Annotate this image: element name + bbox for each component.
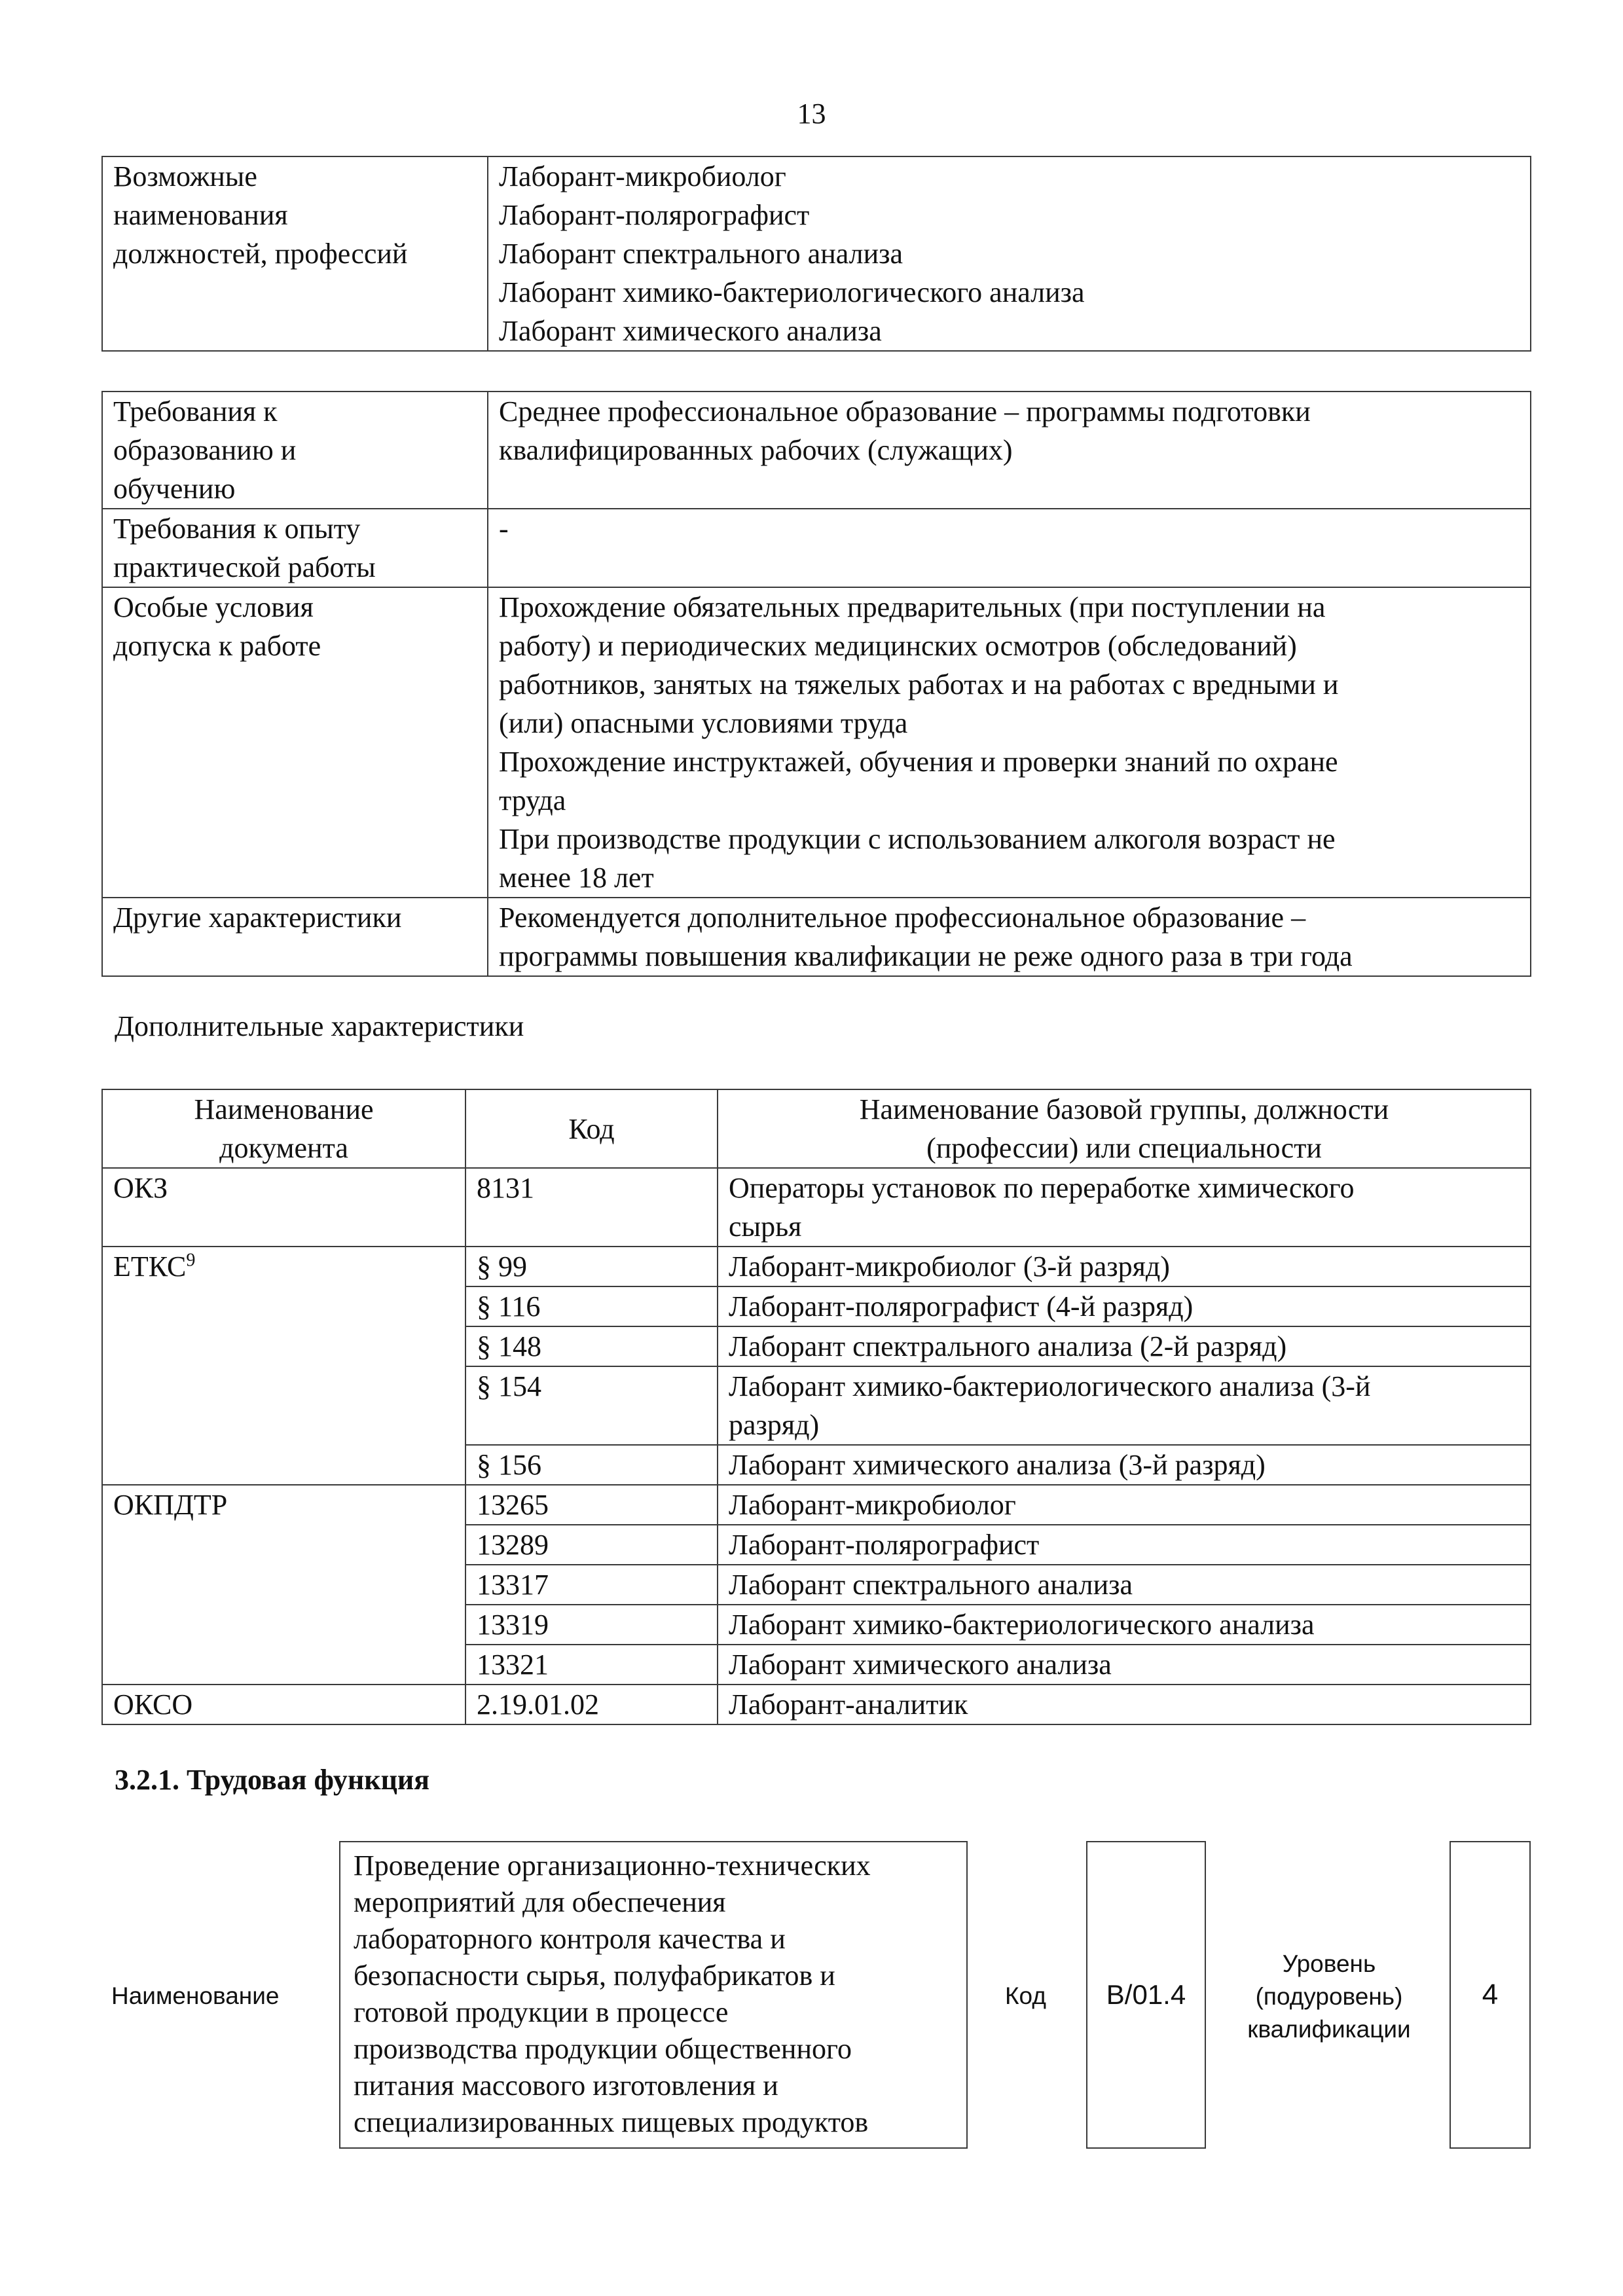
okpdtr-name: Лаборант-микробиолог [718,1485,1531,1525]
table-row [102,392,1531,509]
experience-label: Требования к опыту практической работы [102,509,488,587]
header-name: Наименование базовой группы, должности (профессии) или специальности [718,1089,1531,1168]
etks-code: § 154 [465,1366,718,1445]
admission-value: Прохождение обязательных предварительных (при поступлении на работу) и периодических медицинских осмотров (обследований) работников, занятых на тяжелых работах и на работах с вредными и (или) опасными условиями труда Прохождение инструктажей, обучения и проверки знаний по охране труда При производстве продукции с использованием алкоголя возраст не менее 18 лет [488,587,1531,898]
classifiers-table [101,1089,1531,1725]
etks-name: Лаборант химического анализа (3-й разряд) [718,1445,1531,1485]
table-row [102,1685,1531,1724]
okpdtr-name: Лаборант химического анализа [718,1645,1531,1685]
page-number: 13 [797,98,826,130]
requirements-table [101,391,1531,977]
table-row [102,1247,1531,1286]
okso-name: Лаборант-аналитик [718,1685,1531,1724]
extra-characteristics-heading: Дополнительные характеристики [115,1010,524,1042]
table-row [102,1485,1531,1525]
experience-value: - [488,509,1531,587]
table-row [102,1168,1531,1247]
table-header-row [102,1089,1531,1168]
footnote-marker: 9 [186,1250,196,1271]
function-name-box: Проведение организационно-технических мероприятий для обеспечения лабораторного контроля качества и безопасности сырья, полуфабрикатов и готовой продукции в процессе производства продукции общественного питания массового изготовления и специализированных пищевых продуктов [339,1841,968,2149]
position-item: Лаборант спектрального анализа [499,238,903,270]
position-item: Лаборант-полярографист [499,199,810,231]
etks-name: Лаборант-микробиолог (3-й разряд) [718,1247,1531,1286]
education-label: Требования к образованию и обучению [102,392,488,509]
table-row [102,156,1531,351]
function-code-label: Код [1005,1982,1046,2009]
section-title: 3.2.1. Трудовая функция [115,1764,430,1796]
okpdtr-code: 13321 [465,1645,718,1685]
okpdtr-doc: ОКПДТР [102,1485,465,1685]
position-item: Лаборант химико-бактериологического анализа [499,276,1085,308]
okz-name: Операторы установок по переработке химического сырья [718,1168,1531,1247]
etks-code: § 99 [465,1247,718,1286]
okso-code: 2.19.01.02 [465,1685,718,1724]
admission-label: Особые условия допуска к работе [102,587,488,898]
etks-code: § 156 [465,1445,718,1485]
other-value: Рекомендуется дополнительное профессиональное образование – программы повышения квалификации не реже одного раза в три года [488,898,1531,976]
table-row [102,587,1531,898]
etks-name: Лаборант спектрального анализа (2-й разряд) [718,1326,1531,1366]
okpdtr-code: 13265 [465,1485,718,1525]
okpdtr-code: 13319 [465,1605,718,1645]
okso-doc: ОКСО [102,1685,465,1724]
okpdtr-name: Лаборант-полярографист [718,1525,1531,1565]
okpdtr-code: 13289 [465,1525,718,1565]
okz-code: 8131 [465,1168,718,1247]
qualification-level-label: Уровень (подуровень) квалификации [1247,1950,1411,2043]
function-name-label: Наименование [111,1982,280,2009]
header-code: Код [465,1089,718,1168]
header-document: Наименование документа [102,1089,465,1168]
positions-values [488,156,1531,351]
table-row [102,898,1531,976]
education-value: Среднее профессиональное образование – программы подготовки квалифицированных рабочих (служащих) [488,392,1531,509]
other-label: Другие характеристики [102,898,488,976]
etks-code: § 116 [465,1286,718,1326]
position-item: Лаборант-микробиолог [499,160,786,192]
function-code-box: B/01.4 [1086,1841,1206,2149]
okz-doc: ОКЗ [102,1168,465,1247]
table-row [102,509,1531,587]
etks-doc: ЕТКС$^9$ [102,1247,465,1485]
etks-code: § 148 [465,1326,718,1366]
etks-name: Лаборант химико-бактериологического анализа (3-й разряд) [718,1366,1531,1445]
okpdtr-name: Лаборант спектрального анализа [718,1565,1531,1605]
positions-label: Возможные наименования должностей, профессий [102,156,488,351]
okpdtr-name: Лаборант химико-бактериологического анализа [718,1605,1531,1645]
okpdtr-code: 13317 [465,1565,718,1605]
qualification-level-box: 4 [1450,1841,1531,2149]
etks-name: Лаборант-полярографист (4-й разряд) [718,1286,1531,1326]
position-item: Лаборант химического анализа [499,315,882,347]
positions-table [101,156,1531,352]
